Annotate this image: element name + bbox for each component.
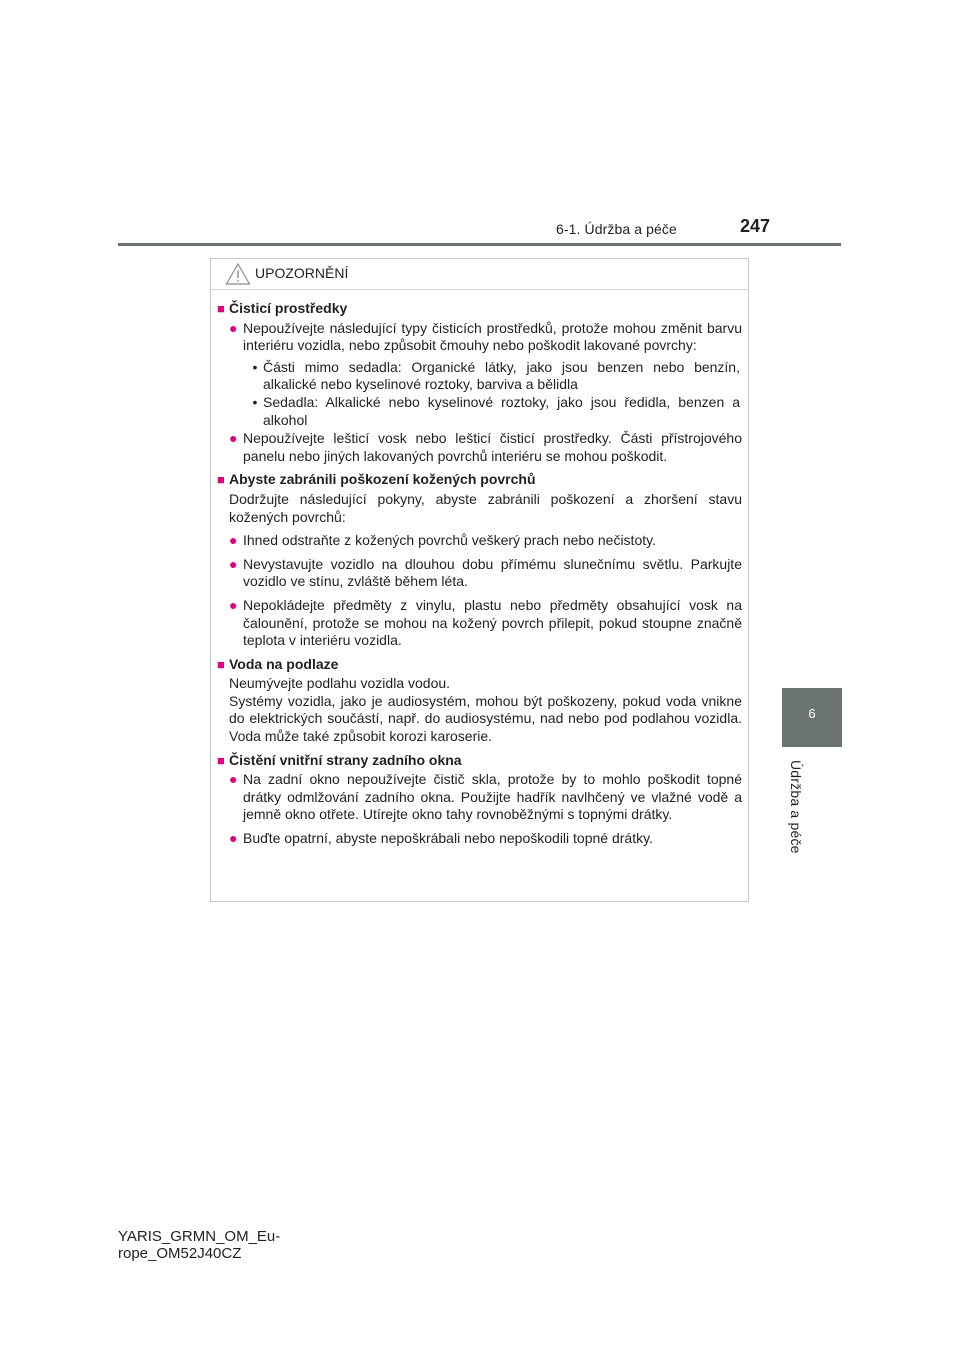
circle-bullet-icon: ● <box>229 555 238 572</box>
circle-bullet-icon: ● <box>229 596 238 613</box>
item-text: Nepokládejte předměty z vinylu, plastu nebo předměty obsahující vosk na čalounění, protože se mohou na kožený povrch přilepit, pokud stoupne značně teplota v interiéru vozidla. <box>243 596 742 649</box>
section-heading <box>217 656 742 674</box>
paragraph: Systémy vozidla, jako je audiosystém, mohou být poškozeny, pokud voda vnikne do elektrických součástí, např. do audiosystému, nad nebo pod podlahou vozidla. Voda může také způsobit korozi karoserie. <box>229 692 742 745</box>
bullet-icon: • <box>252 358 258 375</box>
list-item <box>229 320 742 355</box>
heading-text: Abyste zabránili poškození kožených povrchů <box>229 471 536 488</box>
item-text: Nepoužívejte následující typy čisticích prostředků, protože mohou změnit barvu interiéru vozidla, nebo způsobit čmouhy nebo poškodit lakované povrchy: <box>243 319 742 354</box>
square-bullet-icon: ■ <box>217 472 225 488</box>
section-heading <box>217 300 742 318</box>
sub-item-text: Sedadla: Alkalické nebo kyselinové roztoky, jako jsou ředidla, benzen a alkohol <box>263 393 740 428</box>
paragraph: Dodržujte následující pokyny, abyste zabránili poškození a zhoršení stavu kožených povrchů: <box>229 490 742 525</box>
list-item <box>229 771 742 824</box>
document-code-line-2: rope_OM52J40CZ <box>118 1245 242 1262</box>
square-bullet-icon: ■ <box>217 656 225 672</box>
circle-bullet-icon: ● <box>229 319 238 336</box>
item-text: Buďte opatrní, abyste nepoškrábali nebo nepoškodili topné drátky. <box>243 830 653 847</box>
item-text: Nevystavujte vozidlo na dlouhou dobu přímému slunečnímu světlu. Parkujte vozidlo ve stínu, zvláště během léta. <box>243 555 742 590</box>
item-text: Ihned odstraňte z kožených povrchů veškerý prach nebo nečistoty. <box>243 532 656 549</box>
section-heading <box>217 471 742 489</box>
item-text: Nepoužívejte lešticí vosk nebo lešticí čisticí prostředky. Části přístrojového panelu nebo jiných lakovaných povrchů interiéru se mohou poškodit. <box>243 430 742 464</box>
list-item <box>229 830 742 848</box>
item-text: Na zadní okno nepoužívejte čistič skla, protože by to mohlo poškodit topné drátky odmlžování zadního okna. Použijte hadřík navlhčený ve vlažné vodě a jemně okno otřete. Utírejte okno tahy rovnoběžnými s topnými drátky. <box>243 771 742 823</box>
notice-box <box>210 258 749 902</box>
warning-triangle-icon <box>225 262 251 286</box>
chapter-number: 6 <box>808 706 816 721</box>
document-code-line-1: YARIS_GRMN_OM_Eu- <box>118 1228 281 1245</box>
circle-bullet-icon: ● <box>229 532 238 549</box>
circle-bullet-icon: ● <box>229 830 238 847</box>
list-item <box>229 597 742 650</box>
heading-text: Čisticí prostředky <box>229 300 348 316</box>
sub-list-item <box>247 394 742 429</box>
section-title: 6-1. Údržba a péče <box>556 221 677 237</box>
square-bullet-icon: ■ <box>217 301 225 316</box>
bullet-icon: • <box>252 393 258 410</box>
page-number: 247 <box>740 216 771 236</box>
document-code <box>118 1228 280 1262</box>
paragraph: Neumývejte podlahu vozidla vodou. <box>229 675 451 692</box>
sub-item-text: Části mimo sedadla: Organické látky, jako jsou benzen nebo benzín, alkalické nebo kyselinové roztoky, barviva a bělidla <box>263 358 740 393</box>
list-item <box>229 532 742 550</box>
circle-bullet-icon: ● <box>229 771 238 788</box>
chapter-tab <box>782 688 842 747</box>
notice-content <box>211 290 748 848</box>
chapter-title: Údržba a péče <box>788 760 804 854</box>
square-bullet-icon: ■ <box>217 752 225 768</box>
heading-text: Čistění vnitřní strany zadního okna <box>229 751 462 768</box>
notice-header <box>211 259 748 290</box>
sub-list-item <box>247 359 742 394</box>
section-heading <box>217 752 742 770</box>
list-item <box>229 430 742 465</box>
notice-label: UPOZORNĚNÍ <box>255 265 349 281</box>
header-rule <box>118 243 841 246</box>
heading-text: Voda na podlaze <box>229 655 339 672</box>
circle-bullet-icon: ● <box>229 430 238 447</box>
list-item <box>229 556 742 591</box>
